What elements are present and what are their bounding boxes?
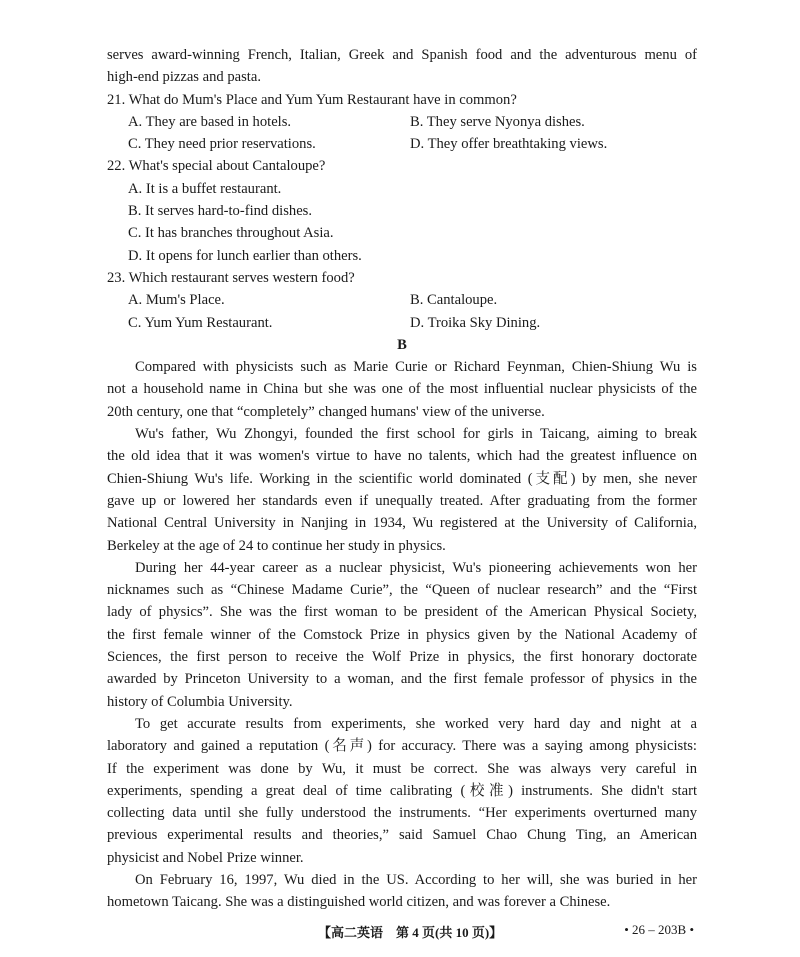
- text-line: high-end pizzas and pasta.: [107, 69, 261, 86]
- text-line: awarded by Princeton University to a woman, and the first female professor of physics in the: [107, 671, 697, 688]
- paragraph: [107, 869, 697, 914]
- option-c: C. Yum Yum Restaurant.: [128, 314, 273, 331]
- passage-a-continuation: [107, 44, 697, 89]
- text-line: the old idea that it was women's virtue to have no talents, which had the greatest influence on: [107, 448, 697, 465]
- text-line: nicknames such as “Chinese Madame Curie”, the “Queen of nuclear research” and the “First: [107, 582, 697, 599]
- text-line: On February 16, 1997, Wu died in the US. According to her will, she was buried in her: [135, 871, 697, 888]
- text-line: laboratory and gained a reputation (名声) for accuracy. There was a saying among physicists:: [107, 738, 697, 755]
- question-21: [107, 89, 697, 156]
- text-line: Wu's father, Wu Zhongyi, founded the first school for girls in Taicang, aiming to break: [135, 426, 697, 443]
- option-a: A. They are based in hotels.: [128, 113, 292, 130]
- text-line: the first female winner of the Comstock Prize in physics given by the National Academy of: [107, 626, 697, 643]
- question-22: [107, 155, 697, 266]
- option-d: D. They offer breathtaking views.: [410, 136, 608, 153]
- text-line: physicist and Nobel Prize winner.: [107, 849, 304, 866]
- text-line: Berkeley at the age of 24 to continue her study in physics.: [107, 537, 446, 554]
- text-line: experiments, spending a great deal of time calibrating (校准) instruments. She didn't start: [107, 782, 697, 799]
- question-stem: 21. What do Mum's Place and Yum Yum Restaurant have in common?: [107, 91, 517, 108]
- section-heading: B: [397, 336, 407, 353]
- paragraph: [107, 356, 697, 423]
- text-line: previous experimental results and theories,” said Samuel Chao Chung Ting, an American: [107, 827, 697, 844]
- paragraph: [107, 423, 697, 557]
- option-d: D. Troika Sky Dining.: [410, 314, 541, 331]
- text-line: lady of physics”. She was the first woman to be president of the American Physical Society,: [107, 604, 697, 621]
- option-b: B. It serves hard-to-find dishes.: [128, 203, 313, 220]
- passage-b: [107, 356, 697, 913]
- question-23: [107, 267, 697, 334]
- text-line: gave up or lowered her standards even if unequally treated. After graduating from the former: [107, 492, 697, 509]
- question-stem: 22. What's special about Cantaloupe?: [107, 158, 326, 175]
- text-line: collecting data until she fully understood the instruments. “Her experiments overturned many: [107, 805, 697, 822]
- text-line: 20th century, one that “completely” changed humans' view of the universe.: [107, 403, 545, 420]
- text-line: hometown Taicang. She was a distinguished world citizen, and was forever a Chinese.: [107, 894, 611, 911]
- text-line: If the experiment was done by Wu, it must be correct. She was always very careful in: [107, 760, 697, 777]
- text-line: serves award-winning French, Italian, Greek and Spanish food and the adventurous menu of: [107, 47, 697, 63]
- option-c: C. It has branches throughout Asia.: [128, 225, 334, 242]
- text-line: Compared with physicists such as Marie Curie or Richard Feynman, Chien-Shiung Wu is: [135, 359, 697, 376]
- text-line: During her 44-year career as a nuclear physicist, Wu's pioneering achievements won her: [135, 559, 697, 576]
- text-line: not a household name in China but she was one of the most influential nuclear physicists of the: [107, 381, 697, 398]
- text-line: To get accurate results from experiments, she worked very hard day and night at a: [135, 715, 697, 732]
- paragraph: [107, 557, 697, 713]
- exam-code: • 26 – 203B •: [624, 922, 694, 937]
- page-number-label: 【高二英语 第 4 页(共 10 页)】: [318, 925, 503, 940]
- option-b: B. Cantaloupe.: [410, 292, 498, 309]
- text-line: Chien-Shiung Wu's life. Working in the scientific world dominated (支配) by men, she never: [107, 470, 697, 487]
- question-stem: 23. Which restaurant serves western food?: [107, 269, 355, 286]
- option-d: D. It opens for lunch earlier than others.: [128, 247, 362, 264]
- option-b: B. They serve Nyonya dishes.: [410, 113, 585, 130]
- text-line: National Central University in Nanjing in 1934, Wu registered at the University of California,: [107, 515, 697, 532]
- text-line: history of Columbia University.: [107, 693, 293, 710]
- option-c: C. They need prior reservations.: [128, 136, 316, 153]
- exam-page: [107, 44, 697, 914]
- option-a: A. Mum's Place.: [128, 292, 225, 309]
- page-footer: [0, 922, 800, 944]
- option-a: A. It is a buffet restaurant.: [128, 180, 282, 197]
- text-line: Sciences, the first person to receive the Wolf Prize in physics, the first honorary doctorate: [107, 649, 697, 666]
- paragraph: [107, 713, 697, 869]
